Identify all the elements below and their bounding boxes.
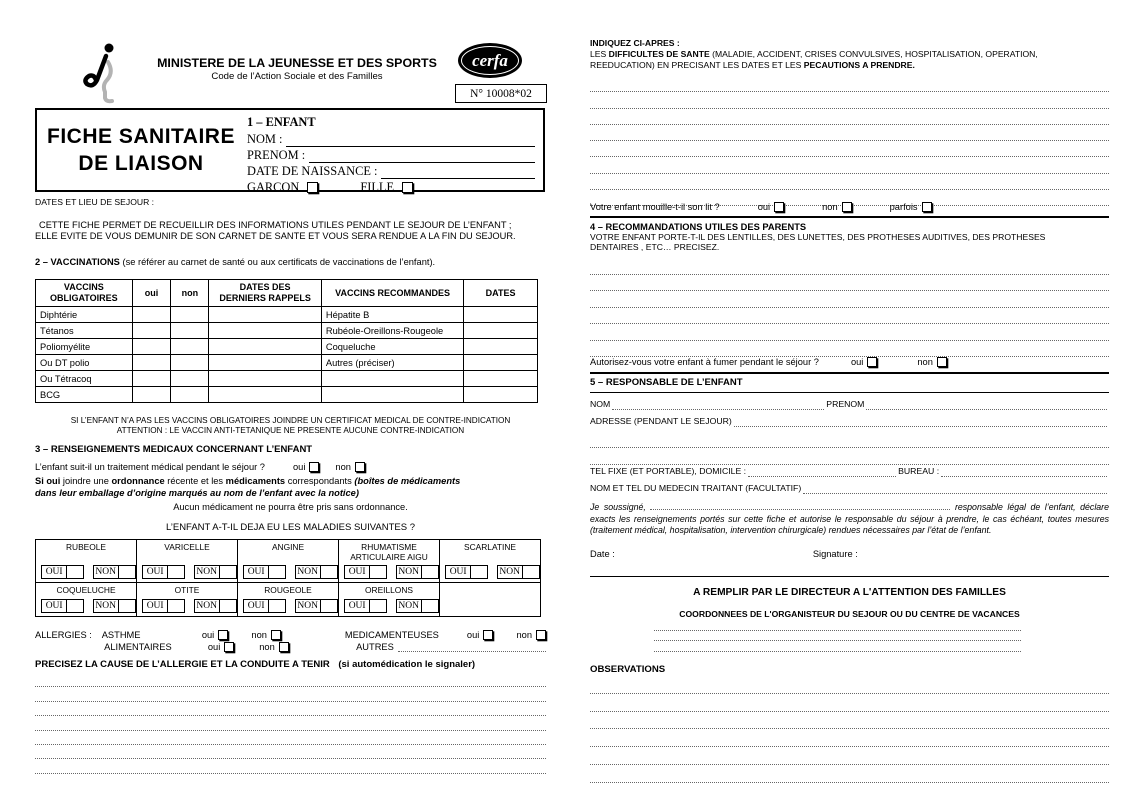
autres-field[interactable] bbox=[398, 643, 546, 652]
divider bbox=[590, 372, 1109, 374]
non-box-label: NON bbox=[295, 565, 321, 579]
naissance-field[interactable] bbox=[381, 166, 535, 179]
date-cell[interactable] bbox=[464, 323, 538, 339]
col-oui: oui bbox=[132, 280, 171, 307]
maladie-cell bbox=[36, 583, 137, 617]
asthme-non-checkbox[interactable] bbox=[271, 630, 281, 640]
non-box-label: NON bbox=[93, 565, 119, 579]
col-dates-rappels: DATES DES DERNIERS RAPPELS bbox=[209, 280, 322, 307]
alimentaires-non-checkbox[interactable] bbox=[279, 642, 289, 652]
oui-checkbox[interactable] bbox=[470, 565, 488, 579]
col-dates: DATES bbox=[464, 280, 538, 307]
mouille-question: Votre enfant mouille-t-il son lit ? oui non parfois bbox=[590, 201, 1109, 213]
precisez-heading: PRECISEZ LA CAUSE DE L’ALLERGIE ET LA CONDUITE A TENIR (si automédication le signaler) bbox=[35, 659, 476, 670]
oui-box-label: OUI bbox=[243, 599, 269, 613]
divider bbox=[590, 392, 1109, 393]
rappel-cell[interactable] bbox=[209, 323, 322, 339]
vaccin-recommande: Rubéole-Oreillons-Rougeole bbox=[321, 323, 463, 339]
oui-cell[interactable] bbox=[132, 339, 171, 355]
date-signature-row bbox=[590, 548, 1109, 560]
maladie-label: OTITE bbox=[174, 585, 200, 595]
table-row bbox=[36, 387, 538, 403]
write-line[interactable] bbox=[35, 745, 546, 759]
maladies-row-2 bbox=[36, 583, 541, 617]
observations-writein-area bbox=[590, 676, 1109, 783]
medicamenteuses-oui-checkbox[interactable] bbox=[483, 630, 493, 640]
section4-sub-1: VOTRE ENFANT PORTE-T-IL DES LENTILLES, DES LUNETTES, DES PROTHESES AUDITIVES, DES PROTHESES bbox=[590, 232, 1046, 242]
rappel-cell[interactable] bbox=[209, 339, 322, 355]
non-label: non bbox=[335, 462, 351, 472]
right-column bbox=[590, 0, 1109, 793]
coordonnees-heading: COORDONNEES DE L'ORGANISTEUR DU SEJOUR OU DU CENTRE DE VACANCES bbox=[679, 609, 1020, 619]
section3-heading: 3 – RENSEIGNEMENTS MEDICAUX CONCERNANT L’ENFANT bbox=[35, 444, 313, 455]
coordonnees-writein-area bbox=[654, 620, 1021, 652]
oui-label: oui bbox=[292, 462, 306, 472]
write-line[interactable] bbox=[590, 157, 1109, 173]
vaccinations-heading: 2 – VACCINATIONS (se référer au carnet de santé ou aux certificats de vaccinations de l’enfant). bbox=[35, 257, 436, 267]
write-line[interactable] bbox=[590, 76, 1109, 92]
fumer-question: Autorisez-vous votre enfant à fumer pendant le séjour ? oui non bbox=[590, 356, 1109, 368]
write-line[interactable] bbox=[590, 291, 1109, 308]
write-line[interactable] bbox=[35, 716, 546, 730]
adresse-line-2[interactable] bbox=[590, 433, 1109, 448]
resp-nom-field[interactable] bbox=[612, 399, 824, 410]
write-line[interactable] bbox=[590, 747, 1109, 765]
medicamenteuses-label: MEDICAMENTEUSES bbox=[344, 630, 439, 640]
non-box-label: NON bbox=[194, 599, 220, 613]
non-checkbox[interactable] bbox=[320, 565, 338, 579]
form-title: FICHE SANITAIRE DE LIAISON bbox=[47, 125, 235, 175]
nom-prenom-row bbox=[590, 399, 1109, 410]
oui-cell[interactable] bbox=[132, 371, 171, 387]
rappel-cell[interactable] bbox=[209, 307, 322, 323]
bureau-field[interactable] bbox=[941, 466, 1107, 477]
write-line[interactable] bbox=[590, 308, 1109, 325]
medecin-row bbox=[590, 483, 1109, 494]
oui-checkbox[interactable] bbox=[66, 565, 84, 579]
write-line[interactable] bbox=[590, 712, 1109, 730]
table-row bbox=[36, 307, 538, 323]
vaccin-obligatoire: BCG bbox=[36, 387, 133, 403]
maladie-cell bbox=[339, 540, 440, 583]
allergies-label: ALLERGIES : bbox=[35, 630, 92, 640]
maladie-cell bbox=[339, 583, 440, 617]
oui-checkbox[interactable] bbox=[167, 565, 185, 579]
maladie-label: RHUMATISME ARTICULAIRE AIGU bbox=[350, 542, 428, 562]
oui-box-label: OUI bbox=[243, 565, 269, 579]
ministry-header bbox=[147, 56, 447, 83]
date-cell[interactable] bbox=[464, 355, 538, 371]
signature-label: Signature : bbox=[812, 549, 858, 559]
write-line[interactable] bbox=[590, 275, 1109, 292]
intro-line-2: ELLE EVITE DE VOUS DEMUNIR DE SON CARNET DE SANTE ET VOUS SERA RENDUE A LA FIN DU SEJOUR. bbox=[35, 231, 516, 241]
non-cell[interactable] bbox=[171, 387, 209, 403]
write-line[interactable] bbox=[654, 620, 1021, 631]
write-line[interactable] bbox=[590, 324, 1109, 341]
oui-checkbox[interactable] bbox=[167, 599, 185, 613]
section4-sub-2: DENTAIRES , ETC… PRECISEZ. bbox=[590, 242, 720, 252]
maladie-cell bbox=[36, 540, 137, 583]
non-cell[interactable] bbox=[171, 307, 209, 323]
maladie-label: COQUELUCHE bbox=[56, 585, 116, 595]
asthme-label: ASTHME bbox=[101, 630, 141, 640]
indiquez-heading: INDIQUEZ CI-APRES : bbox=[590, 38, 680, 48]
non-cell[interactable] bbox=[171, 323, 209, 339]
write-line[interactable] bbox=[590, 729, 1109, 747]
write-line[interactable] bbox=[35, 687, 546, 701]
autres-label: AUTRES bbox=[356, 642, 394, 652]
director-heading: A REMPLIR PAR LE DIRECTEUR A L'ATTENTION DES FAMILLES bbox=[693, 587, 1006, 598]
contre-indication-note-2: ATTENTION : LE VACCIN ANTI-TETANIQUE NE PRESENTE AUCUNE CONTRE-INDICATION bbox=[116, 426, 465, 435]
non-box-label: NON bbox=[396, 565, 422, 579]
cerfa-logo-text: cerfa bbox=[472, 50, 508, 70]
maladie-cell bbox=[238, 583, 339, 617]
non-box-label: NON bbox=[497, 565, 523, 579]
write-line[interactable] bbox=[35, 673, 546, 687]
oui-checkbox[interactable] bbox=[309, 462, 319, 472]
vaccin-recommande: Autres (préciser) bbox=[321, 355, 463, 371]
adresse-label: ADRESSE (PENDANT LE SEJOUR) bbox=[590, 416, 732, 426]
no-medication-note: Aucun médicament ne pourra être pris sans ordonnance. bbox=[173, 502, 408, 512]
fumer-oui-checkbox[interactable] bbox=[867, 357, 877, 367]
observations-heading: OBSERVATIONS bbox=[590, 664, 666, 675]
asthme-oui-checkbox[interactable] bbox=[218, 630, 228, 640]
date-label: Date : bbox=[590, 549, 615, 559]
rappel-cell[interactable] bbox=[209, 355, 322, 371]
write-line[interactable] bbox=[590, 141, 1109, 157]
col-non: non bbox=[171, 280, 209, 307]
tel-field[interactable] bbox=[748, 466, 896, 477]
write-line[interactable] bbox=[654, 631, 1021, 642]
oui-cell[interactable] bbox=[132, 387, 171, 403]
write-line[interactable] bbox=[590, 174, 1109, 190]
maladie-cell bbox=[440, 540, 541, 583]
oui-checkbox[interactable] bbox=[268, 599, 286, 613]
non-box-label: NON bbox=[396, 599, 422, 613]
maladies-question: L’ENFANT A-T-IL DEJA EU LES MALADIES SUIVANTES ? bbox=[165, 522, 416, 533]
ministry-title: MINISTERE DE LA JEUNESSE ET DES SPORTS bbox=[157, 56, 437, 70]
adresse-line-3[interactable] bbox=[590, 450, 1109, 465]
fumer-non-checkbox[interactable] bbox=[937, 357, 947, 367]
maladie-cell-empty bbox=[440, 583, 541, 617]
vaccin-recommande: Hépatite B bbox=[321, 307, 463, 323]
non-box-label: NON bbox=[93, 599, 119, 613]
naissance-label: DATE DE NAISSANCE : bbox=[247, 164, 378, 178]
non-checkbox[interactable] bbox=[421, 599, 439, 613]
non-checkbox[interactable] bbox=[421, 565, 439, 579]
enfant-heading: 1 – ENFANT bbox=[247, 115, 316, 129]
maladie-label: ROUGEOLE bbox=[264, 585, 312, 595]
maladie-label: SCARLATINE bbox=[464, 542, 516, 552]
declaration-paragraph: Je soussigné, responsable légal de l’enfant, déclare exacts les renseignements portés sur cette fiche et autorise le responsable du séjour à prendre, le cas échéant, toutes mesures (traitement médical, hospitalisation, intervention chirurgicale) rendues nécessaires par l’état de l’enfant. bbox=[590, 502, 1109, 536]
write-line[interactable] bbox=[590, 676, 1109, 694]
date-cell[interactable] bbox=[464, 387, 538, 403]
garcon-label: GARCON bbox=[247, 179, 300, 194]
vaccin-recommande bbox=[321, 371, 463, 387]
vaccinations-header-row bbox=[36, 280, 538, 307]
write-line[interactable] bbox=[590, 109, 1109, 125]
non-checkbox[interactable] bbox=[320, 599, 338, 613]
cerfa-number: N° 10008*02 bbox=[455, 84, 547, 103]
maladie-label: OREILLONS bbox=[365, 585, 413, 595]
maladies-row-1 bbox=[36, 540, 541, 583]
title-enfant-box bbox=[35, 108, 545, 192]
oui-checkbox[interactable] bbox=[369, 565, 387, 579]
left-column bbox=[35, 0, 546, 793]
divider bbox=[590, 216, 1109, 218]
intro-line-1: CETTE FICHE PERMET DE RECUEILLIR DES INFORMATIONS UTILES PENDANT LE SEJOUR DE L’ENFANT ; bbox=[39, 220, 512, 230]
difficultes-line-1: LES DIFFICULTES DE SANTE (MALADIE, ACCIDENT, CRISES CONVULSIVES, HOSPITALISATION, OPERATION, bbox=[590, 49, 1038, 59]
maladie-cell bbox=[137, 583, 238, 617]
col-vaccins-obligatoires: VACCINS OBLIGATOIRES bbox=[36, 280, 133, 307]
date-cell[interactable] bbox=[464, 371, 538, 387]
table-row bbox=[36, 339, 538, 355]
maladie-cell bbox=[137, 540, 238, 583]
oui-checkbox[interactable] bbox=[66, 599, 84, 613]
oui-checkbox[interactable] bbox=[268, 565, 286, 579]
fille-label: FILLE bbox=[360, 179, 395, 194]
contre-indication-note-1: SI L’ENFANT N’A PAS LES VACCINS OBLIGATOIRES JOINDRE UN CERTIFICAT MEDICAL DE CONTRE-INDICATION bbox=[70, 416, 511, 425]
si-oui-line-2: dans leur emballage d’origine marqués au nom de l’enfant avec la notice) bbox=[35, 488, 359, 498]
date-cell[interactable] bbox=[464, 339, 538, 355]
ministry-subtitle: Code de l’Action Sociale et des Familles bbox=[211, 71, 383, 82]
dates-lieu-sejour: DATES ET LIEU DE SEJOUR : bbox=[35, 197, 155, 207]
garcon-checkbox[interactable] bbox=[307, 182, 318, 193]
rappel-cell[interactable] bbox=[209, 371, 322, 387]
write-line[interactable] bbox=[590, 765, 1109, 783]
table-row bbox=[36, 371, 538, 387]
medecin-label: NOM ET TEL DU MEDECIN TRAITANT (FACULTATIF) bbox=[590, 483, 802, 493]
write-line[interactable] bbox=[35, 731, 546, 745]
non-cell[interactable] bbox=[171, 339, 209, 355]
section4-heading: 4 – RECOMMANDATIONS UTILES DES PARENTS bbox=[590, 222, 807, 232]
fille-checkbox[interactable] bbox=[402, 182, 413, 193]
date-cell[interactable] bbox=[464, 307, 538, 323]
cerfa-logo bbox=[458, 43, 522, 78]
oui-cell[interactable] bbox=[132, 307, 171, 323]
recommandations-writein-area bbox=[590, 258, 1109, 357]
adresse-row bbox=[590, 416, 1109, 427]
mouille-non-checkbox[interactable] bbox=[842, 202, 852, 212]
oui-box-label: OUI bbox=[344, 565, 370, 579]
enfant-section bbox=[245, 110, 543, 194]
difficultes-line-2: REEDUCATION) EN PRECISANT LES DATES ET LES PECAUTIONS A PRENDRE. bbox=[590, 60, 915, 70]
non-checkbox[interactable] bbox=[522, 565, 540, 579]
maladies-table bbox=[35, 539, 541, 617]
oui-box-label: OUI bbox=[142, 565, 168, 579]
oui-box-label: OUI bbox=[344, 599, 370, 613]
nom-label: NOM : bbox=[247, 132, 283, 146]
maladie-label: VARICELLE bbox=[164, 542, 210, 552]
non-checkbox[interactable] bbox=[355, 462, 365, 472]
allergie-writein-area bbox=[35, 673, 546, 774]
oui-cell[interactable] bbox=[132, 323, 171, 339]
non-box-label: NON bbox=[295, 599, 321, 613]
write-line[interactable] bbox=[654, 641, 1021, 652]
non-cell[interactable] bbox=[171, 355, 209, 371]
oui-box-label: OUI bbox=[41, 565, 67, 579]
non-box-label: NON bbox=[194, 565, 220, 579]
write-line[interactable] bbox=[590, 694, 1109, 712]
table-row bbox=[36, 323, 538, 339]
medecin-field[interactable] bbox=[803, 483, 1107, 494]
vaccin-obligatoire: Ou Tétracoq bbox=[36, 371, 133, 387]
vaccin-obligatoire: Diphtérie bbox=[36, 307, 133, 323]
prenom-label: PRENOM : bbox=[247, 148, 306, 162]
maladie-label: RUBEOLE bbox=[65, 542, 107, 552]
oui-box-label: OUI bbox=[41, 599, 67, 613]
oui-box-label: OUI bbox=[445, 565, 471, 579]
non-cell[interactable] bbox=[171, 371, 209, 387]
write-line[interactable] bbox=[35, 702, 546, 716]
write-line[interactable] bbox=[590, 341, 1109, 358]
vaccin-recommande bbox=[321, 387, 463, 403]
mouille-oui-checkbox[interactable] bbox=[774, 202, 784, 212]
mouille-parfois-checkbox[interactable] bbox=[922, 202, 932, 212]
table-row bbox=[36, 355, 538, 371]
alimentaires-label: ALIMENTAIRES bbox=[104, 642, 172, 652]
resp-prenom-label: PRENOM bbox=[826, 399, 865, 409]
maladie-label: ANGINE bbox=[271, 542, 305, 552]
medicamenteuses-non-checkbox[interactable] bbox=[536, 630, 546, 640]
alimentaires-oui-checkbox[interactable] bbox=[224, 642, 234, 652]
non-checkbox[interactable] bbox=[219, 599, 237, 613]
write-line[interactable] bbox=[590, 125, 1109, 141]
resp-prenom-field[interactable] bbox=[866, 399, 1107, 410]
vaccin-obligatoire: Tétanos bbox=[36, 323, 133, 339]
prenom-field[interactable] bbox=[309, 150, 535, 163]
oui-box-label: OUI bbox=[142, 599, 168, 613]
oui-checkbox[interactable] bbox=[369, 599, 387, 613]
oui-cell[interactable] bbox=[132, 355, 171, 371]
write-line[interactable] bbox=[590, 92, 1109, 108]
maladie-cell bbox=[238, 540, 339, 583]
treatment-question: L’enfant suit-il un traitement médical pendant le séjour ? oui non bbox=[35, 461, 546, 473]
adresse-field[interactable] bbox=[734, 416, 1107, 427]
col-vaccins-recommandes: VACCINS RECOMMANDES bbox=[321, 280, 463, 307]
write-line[interactable] bbox=[590, 258, 1109, 275]
si-oui-line-1: Si oui joindre une ordonnance récente et les médicaments correspondants (boîtes de médicaments bbox=[35, 476, 461, 486]
section5-heading: 5 – RESPONSABLE DE L’ENFANT bbox=[590, 377, 743, 388]
allergies-row-1: ALLERGIES : ASTHME oui non MEDICAMENTEUSES oui non bbox=[35, 629, 546, 641]
divider bbox=[590, 576, 1109, 577]
vaccin-obligatoire: Ou DT polio bbox=[36, 355, 133, 371]
nom-field[interactable] bbox=[286, 134, 535, 147]
non-checkbox[interactable] bbox=[219, 565, 237, 579]
rappel-cell[interactable] bbox=[209, 387, 322, 403]
resp-nom-label: NOM bbox=[590, 399, 611, 409]
non-checkbox[interactable] bbox=[118, 599, 136, 613]
tel-row bbox=[590, 466, 1109, 477]
vaccinations-table bbox=[35, 279, 538, 403]
allergies-row-2: ALIMENTAIRES oui non AUTRES bbox=[35, 641, 546, 653]
vaccin-obligatoire: Poliomyélite bbox=[36, 339, 133, 355]
declarant-name-field[interactable] bbox=[650, 501, 950, 510]
non-checkbox[interactable] bbox=[118, 565, 136, 579]
bureau-label: BUREAU : bbox=[898, 466, 940, 476]
write-line[interactable] bbox=[35, 759, 546, 773]
tel-label: TEL FIXE (ET PORTABLE), DOMICILE : bbox=[590, 466, 747, 476]
ministry-logo-icon bbox=[81, 42, 125, 104]
difficultes-writein-area bbox=[590, 76, 1109, 206]
vaccin-recommande: Coqueluche bbox=[321, 339, 463, 355]
